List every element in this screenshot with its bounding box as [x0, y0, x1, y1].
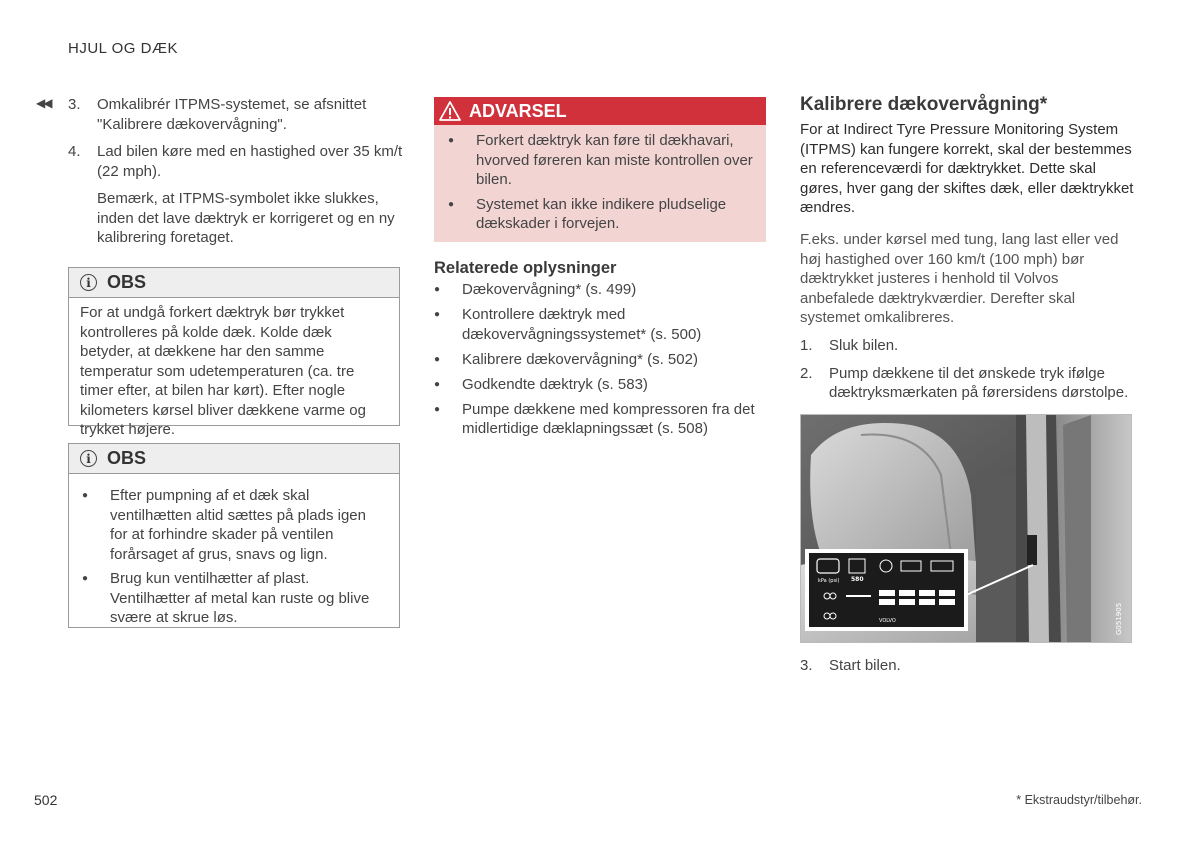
step-3-start-car: [800, 657, 901, 674]
step-4: [68, 142, 403, 181]
step-text: Start bilen.: [829, 657, 901, 674]
bullet-text: Efter pumpning af et dæk skal ventilhætten altid sættes på plads igen for at forhindre skader på ventilen forårsaget af grus, snavs og lign.: [110, 487, 366, 563]
obs-title: OBS: [107, 272, 147, 292]
intro-paragraph: For at Indirect Tyre Pressure Monitoring System (ITPMS) kan fungere korrekt, skal der bestemmes en referenceværdi for dæktrykket. Dette skal gøres, hver gang der skiftes dæk, eller dæktrykket ændres.: [800, 121, 1134, 216]
info-icon: i: [80, 450, 97, 467]
bullet-icon: ●: [434, 284, 441, 295]
continued-from-previous-icon: ◀◀: [36, 96, 51, 110]
related-link-item[interactable]: [434, 305, 768, 344]
body-paragraph: F.eks. under kørsel med tung, lang last eller ved høj hastighed over 160 km/t (100 mph) bør dæktrykket justeres i henhold til Volvos anbefalede dæktrykværdier. Derefter skal systemet omkalibreres.: [800, 231, 1119, 326]
warning-title-bar: [434, 97, 766, 125]
step-number: 1.: [800, 337, 813, 354]
left-steps: [68, 95, 403, 248]
warning-box: [434, 97, 766, 242]
related-link-item[interactable]: [434, 375, 768, 395]
label-value-text: 580: [851, 576, 864, 583]
info-icon: i: [80, 274, 97, 291]
list-item: [80, 486, 387, 564]
bullet-text: Systemet kan ikke indikere pludselige dækskader i forvejen.: [476, 195, 727, 232]
calibration-steps: [800, 336, 1140, 403]
related-link-text[interactable]: Dækovervågning* (s. 499): [462, 281, 637, 298]
obs-body: [69, 474, 399, 628]
related-link-item[interactable]: [434, 280, 768, 300]
related-info-list: [434, 280, 768, 444]
related-link-text[interactable]: Kontrollere dæktryk med dækovervågningssystemet* (s. 500): [462, 306, 702, 343]
step-1: [800, 336, 1140, 356]
footnote: * Ekstraudstyr/tilbehør.: [1016, 793, 1142, 807]
warning-title: ADVARSEL: [469, 100, 567, 121]
step-number: 3.: [800, 657, 813, 674]
obs-title-bar: [69, 268, 399, 298]
related-link-text[interactable]: Godkendte dæktryk (s. 583): [462, 375, 648, 393]
related-link-text[interactable]: Kalibrere dækovervågning* (s. 502): [462, 350, 698, 368]
step-4-note: Bemærk, at ITPMS-symbolet ikke slukkes, inden det lave dæktryk er korrigeret og en ny kalibrering foretaget.: [97, 190, 395, 246]
bullet-icon: ●: [448, 198, 455, 210]
step-number: 2.: [800, 364, 813, 382]
obs-title: OBS: [107, 448, 147, 468]
bullet-text: Brug kun ventilhætter af plast. Ventilhætter af metal kan ruste og blive svære at skrue løs.: [110, 570, 370, 626]
warning-body: [434, 125, 766, 234]
list-item: [80, 569, 387, 628]
step-2: [800, 364, 1140, 403]
label-unit-text: kPa (psi): [818, 578, 840, 584]
related-info-heading: Relaterede oplysninger: [434, 259, 617, 277]
related-link-item[interactable]: [434, 400, 768, 439]
tyre-pressure-label-illustration: [801, 415, 1132, 643]
bullet-icon: ●: [434, 403, 441, 415]
step-text: Lad bilen køre med en hastighed over 35 km/t (22 mph).: [97, 143, 403, 180]
related-link-text[interactable]: Pumpe dækkene med kompressoren fra det midlertidige dæklapningssæt (s. 508): [462, 400, 755, 437]
warning-triangle-icon: [439, 101, 461, 121]
obs-note-cold-tyres: [68, 267, 400, 438]
page-number: 502: [34, 792, 58, 808]
bullet-icon: ●: [448, 135, 455, 146]
step-number: 4.: [68, 143, 81, 160]
section-header: HJUL OG DÆK: [68, 40, 178, 57]
list-item: [446, 195, 754, 234]
door-pillar-tyre-label-photo: [800, 414, 1132, 643]
section-title: Kalibrere dækovervågning*: [800, 94, 1048, 115]
bullet-icon: ●: [82, 573, 89, 584]
step-number: 3.: [68, 96, 81, 113]
step-text: Sluk bilen.: [829, 337, 899, 354]
list-item: [446, 131, 754, 190]
step-text: Pump dækkene til det ønskede tryk ifølge dæktryksmærkaten på førersidens dørstolpe.: [829, 364, 1129, 401]
image-code-text: G051905: [1115, 602, 1123, 635]
obs-title-bar: [69, 444, 399, 474]
bullet-icon: ●: [434, 378, 441, 390]
step-3: [68, 95, 403, 134]
label-brand-text: VOLVO: [879, 618, 896, 624]
related-link-item[interactable]: [434, 350, 768, 370]
bullet-icon: ●: [434, 309, 441, 320]
bullet-text: Forkert dæktryk kan føre til dækhavari, hvorved føreren kan miste kontrollen over bilen.: [476, 132, 753, 188]
obs-body: For at undgå forkert dæktryk bør trykket kontrolleres på kolde dæk. Kolde dæk betyder, at dækkene har den samme temperatur som udetemperaturen (ca. tre timer efter, at bilen har kørt). Efter nogle kilometers kørsel bliver dækkene varme og trykket højere.: [80, 304, 366, 438]
bullet-icon: ●: [82, 490, 89, 501]
step-text: Omkalibrér ITPMS-systemet, se afsnittet "Kalibrere dækovervågning".: [97, 96, 367, 133]
obs-note-valve-caps: [68, 443, 400, 628]
bullet-icon: ●: [434, 353, 441, 365]
